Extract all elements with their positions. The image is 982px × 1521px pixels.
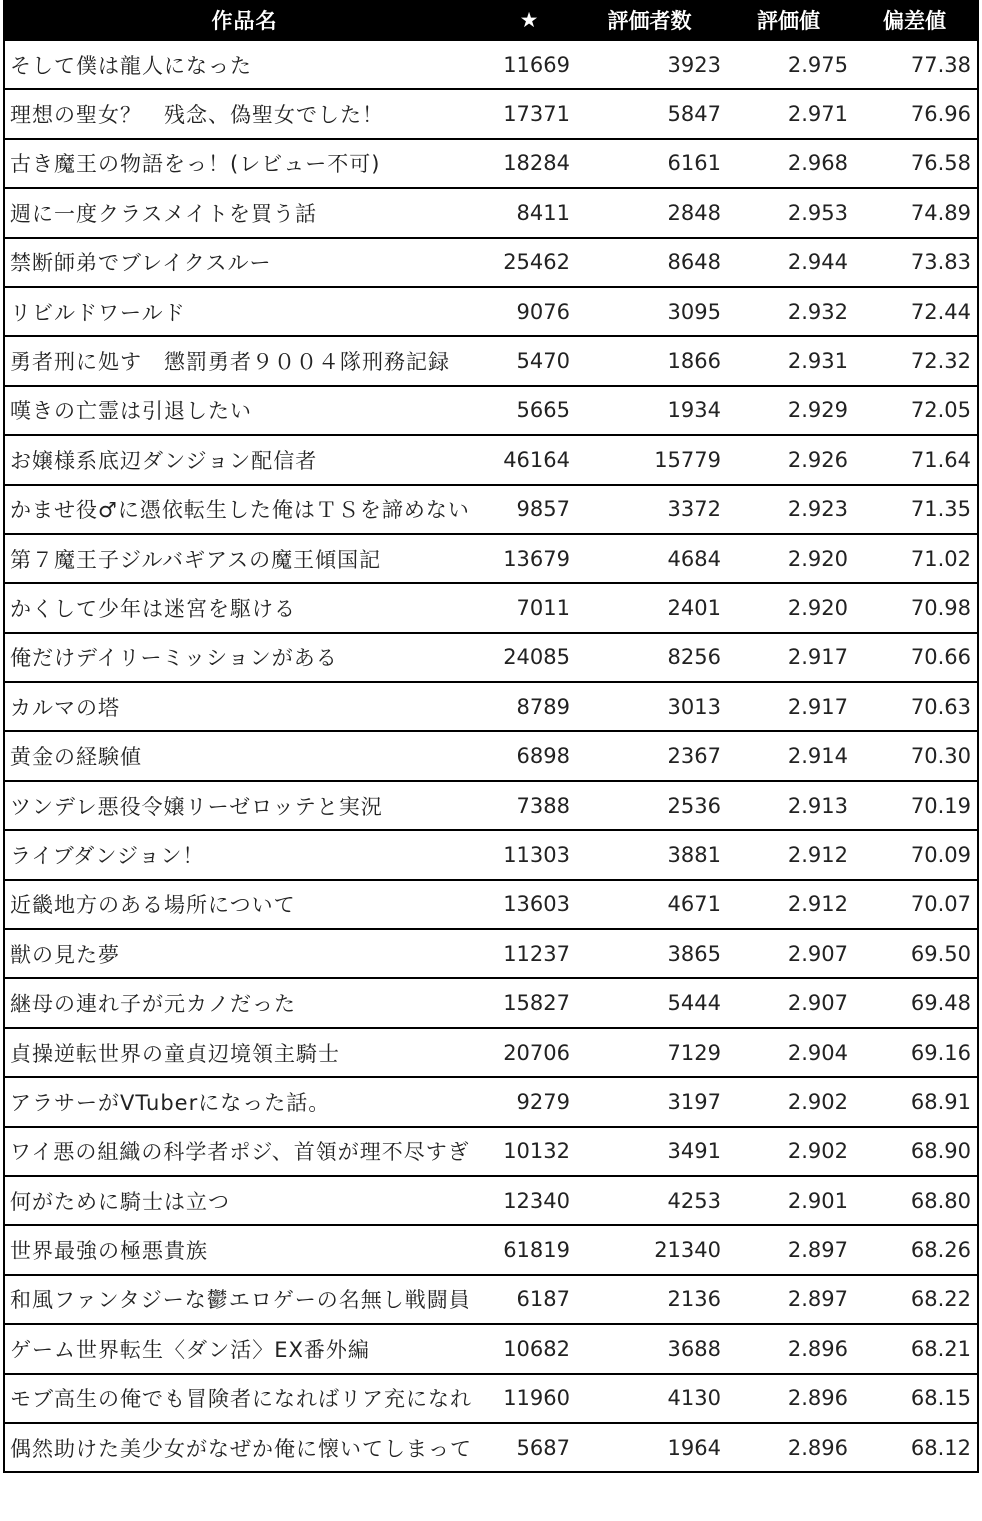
cell-title: お嬢様系底辺ダンジョン配信者 [10,448,318,473]
cell-star: 13679 [503,546,570,571]
cell-deviation: 68.22 [910,1287,971,1312]
cell-star: 11669 [503,52,570,77]
cell-raters: 3688 [667,1336,721,1361]
cell-score: 2.975 [787,52,848,77]
cell-star: 8411 [516,200,570,225]
cell-title: 勇者刑に処す 懲罰勇者９００４隊刑務記録 [10,350,450,375]
cell-title: かませ役♂に憑依転生した俺はＴＳを諦めない [10,498,470,523]
cell-title: 週に一度クラスメイトを買う話 [10,201,317,226]
cell-score: 2.953 [787,200,848,225]
cell-deviation: 68.12 [910,1435,971,1460]
cell-score: 2.968 [787,151,848,176]
cell-star: 6187 [516,1287,570,1312]
table-row[interactable] [5,634,977,683]
cell-star: 5687 [516,1435,570,1460]
cell-deviation: 70.19 [910,793,971,818]
cell-title: 理想の聖女？ 残念、偽聖女でした！ [10,103,384,128]
cell-score: 2.896 [787,1386,848,1411]
cell-raters: 2848 [667,200,721,225]
cell-star: 20706 [503,1040,570,1065]
cell-score: 2.904 [787,1040,848,1065]
table-row[interactable] [5,239,977,288]
table-row[interactable] [5,831,977,880]
cell-raters: 21340 [654,1238,721,1263]
cell-raters: 1964 [667,1435,721,1460]
table-row[interactable] [5,1177,977,1226]
cell-star: 11303 [503,842,570,867]
cell-raters: 3923 [667,52,721,77]
cell-deviation: 68.21 [910,1336,971,1361]
cell-title: ゲーム世界転生〈ダン活〉EX番外編 [10,1337,370,1362]
cell-title: ワイ悪の組織の科学者ポジ、首領が理不尽すぎ [10,1140,470,1165]
header-title[interactable]: 作品名 [211,8,278,33]
cell-title: モブ高生の俺でも冒険者になればリア充になれ [10,1387,472,1412]
cell-title: 俺だけデイリーミッションがある [10,646,338,671]
cell-deviation: 70.66 [910,645,971,670]
table-row[interactable] [5,535,977,584]
table-row[interactable] [5,1276,977,1325]
table-row[interactable] [5,140,977,189]
cell-deviation: 69.16 [910,1040,971,1065]
cell-star: 46164 [503,447,570,472]
cell-title: 和風ファンタジーな鬱エロゲーの名無し戦闘員 [10,1288,471,1313]
cell-score: 2.897 [787,1238,848,1263]
cell-deviation: 70.07 [910,892,971,917]
cell-star: 7388 [516,793,570,818]
cell-deviation: 72.44 [910,299,971,324]
cell-star: 61819 [503,1238,570,1263]
table-row[interactable] [5,930,977,979]
cell-deviation: 68.26 [910,1238,971,1263]
cell-raters: 5847 [667,102,721,127]
cell-deviation: 70.63 [910,694,971,719]
cell-score: 2.920 [787,546,848,571]
cell-deviation: 76.96 [910,102,971,127]
cell-score: 2.917 [787,694,848,719]
cell-star: 12340 [503,1188,570,1213]
cell-score: 2.896 [787,1435,848,1460]
cell-raters: 8256 [667,645,721,670]
cell-raters: 1866 [667,349,721,374]
cell-title: アラサーがVTuberになった話。 [10,1090,331,1115]
cell-score: 2.907 [787,991,848,1016]
cell-star: 9279 [516,1089,570,1114]
cell-raters: 3865 [667,941,721,966]
cell-score: 2.944 [787,250,848,275]
cell-star: 8789 [516,694,570,719]
cell-title: 偶然助けた美少女がなぜか俺に懐いてしまって [10,1436,472,1461]
cell-title: ライブダンジョン！ [10,843,205,868]
cell-deviation: 68.90 [910,1139,971,1164]
cell-deviation: 69.50 [910,941,971,966]
cell-score: 2.932 [787,299,848,324]
cell-raters: 4253 [667,1188,721,1213]
cell-score: 2.907 [787,941,848,966]
cell-deviation: 70.98 [910,595,971,620]
cell-star: 10132 [503,1139,570,1164]
cell-raters: 2401 [667,595,721,620]
table-row[interactable] [5,41,977,90]
cell-score: 2.896 [787,1336,848,1361]
header-deviation[interactable]: 偏差値 [883,8,946,33]
cell-title: 嘆きの亡霊は引退したい [10,399,252,424]
cell-title: 何がために騎士は立つ [10,1189,230,1214]
cell-star: 18284 [503,151,570,176]
cell-deviation: 69.48 [910,991,971,1016]
cell-score: 2.931 [787,349,848,374]
cell-raters: 4684 [667,546,721,571]
table-row[interactable] [5,337,977,386]
cell-deviation: 76.58 [910,151,971,176]
cell-score: 2.920 [787,595,848,620]
cell-score: 2.901 [787,1188,848,1213]
cell-star: 5470 [516,349,570,374]
cell-raters: 3372 [667,497,721,522]
table-row[interactable] [5,584,977,633]
cell-raters: 7129 [667,1040,721,1065]
cell-deviation: 71.02 [910,546,971,571]
cell-title: かくして少年は迷宮を駆ける [10,596,296,621]
cell-raters: 2367 [667,744,721,769]
cell-score: 2.912 [787,842,848,867]
cell-star: 7011 [516,595,570,620]
cell-star: 13603 [503,892,570,917]
cell-raters: 2136 [667,1287,721,1312]
cell-raters: 3013 [667,694,721,719]
cell-deviation: 71.64 [910,447,971,472]
cell-deviation: 77.38 [910,52,971,77]
table-row[interactable] [5,90,977,139]
cell-score: 2.902 [787,1089,848,1114]
cell-deviation: 68.80 [910,1188,971,1213]
cell-star: 11237 [503,941,570,966]
cell-deviation: 68.15 [910,1386,971,1411]
cell-score: 2.923 [787,497,848,522]
cell-score: 2.926 [787,447,848,472]
table-header [5,0,977,39]
cell-title: 第７魔王子ジルバギアスの魔王傾国記 [10,547,382,572]
cell-score: 2.917 [787,645,848,670]
cell-deviation: 71.35 [910,497,971,522]
table-row[interactable] [5,683,977,732]
cell-raters: 4671 [667,892,721,917]
cell-title: そして僕は龍人になった [10,53,252,78]
cell-raters: 5444 [667,991,721,1016]
cell-raters: 8648 [667,250,721,275]
cell-deviation: 68.91 [910,1089,971,1114]
cell-score: 2.912 [787,892,848,917]
table-row[interactable] [5,1325,977,1374]
cell-raters: 15779 [654,447,721,472]
cell-raters: 1934 [667,398,721,423]
cell-score: 2.929 [787,398,848,423]
table-row[interactable] [5,436,977,485]
cell-score: 2.971 [787,102,848,127]
cell-star: 10682 [503,1336,570,1361]
table-row[interactable] [5,1078,977,1127]
cell-raters: 3881 [667,842,721,867]
cell-raters: 4130 [667,1386,721,1411]
cell-raters: 6161 [667,151,721,176]
table-row[interactable] [5,979,977,1028]
cell-title: 黄金の経験値 [10,745,142,770]
table-row[interactable] [5,732,977,781]
cell-star: 5665 [516,398,570,423]
table-row[interactable] [5,1226,977,1275]
cell-title: リビルドワールド [10,300,186,325]
cell-star: 24085 [503,645,570,670]
cell-star: 6898 [516,744,570,769]
cell-score: 2.897 [787,1287,848,1312]
cell-title: 獣の見た夢 [10,942,120,967]
cell-title: 貞操逆転世界の童貞辺境領主騎士 [10,1041,340,1066]
cell-star: 25462 [503,250,570,275]
ranking-table [3,0,979,1473]
cell-raters: 3095 [667,299,721,324]
table-row[interactable] [5,1375,977,1424]
table-row[interactable] [5,881,977,930]
table-row[interactable] [5,1128,977,1177]
cell-title: ツンデレ悪役令嬢リーゼロッテと実況 [10,794,383,819]
cell-raters: 3197 [667,1089,721,1114]
cell-score: 2.902 [787,1139,848,1164]
table-row[interactable] [5,189,977,238]
cell-score: 2.914 [787,744,848,769]
table-row[interactable] [5,782,977,831]
cell-score: 2.913 [787,793,848,818]
cell-deviation: 74.89 [910,200,971,225]
cell-raters: 3491 [667,1139,721,1164]
table-row[interactable] [5,1029,977,1078]
cell-star: 9857 [516,497,570,522]
cell-title: 世界最強の極悪貴族 [10,1239,208,1264]
header-star[interactable]: ★ [519,7,539,32]
table-row[interactable] [5,288,977,337]
table-row[interactable] [5,1424,977,1473]
cell-title: 古き魔王の物語をっ！(レビュー不可) [10,152,381,177]
cell-deviation: 72.05 [910,398,971,423]
cell-deviation: 72.32 [910,349,971,374]
cell-star: 17371 [503,102,570,127]
cell-raters: 2536 [667,793,721,818]
table-body [5,39,977,1473]
cell-title: カルマの塔 [10,695,120,720]
cell-star: 11960 [503,1386,570,1411]
cell-star: 9076 [516,299,570,324]
cell-title: 継母の連れ子が元カノだった [10,992,296,1017]
cell-title: 禁断師弟でブレイクスルー [10,251,272,276]
header-raters[interactable]: 評価者数 [607,8,692,33]
header-score[interactable]: 評価値 [757,8,820,33]
cell-deviation: 70.09 [910,842,971,867]
cell-deviation: 70.30 [910,744,971,769]
cell-star: 15827 [503,991,570,1016]
table-row[interactable] [5,387,977,436]
cell-deviation: 73.83 [910,250,971,275]
table-row[interactable] [5,486,977,535]
cell-title: 近畿地方のある場所について [10,893,296,918]
